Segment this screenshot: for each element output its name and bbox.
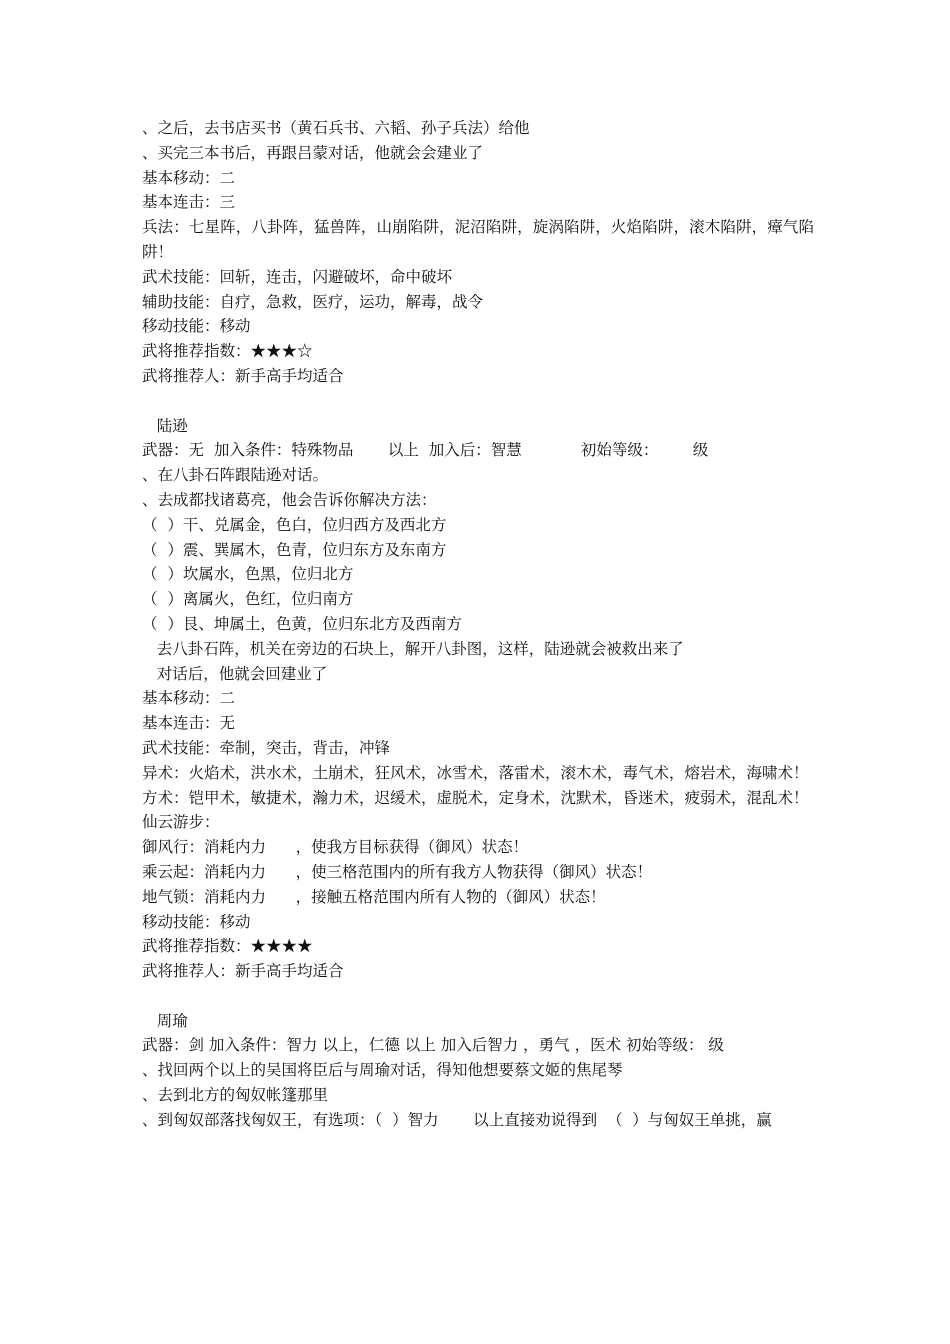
text-line: （ ）坎属水，色黑，位归北方 xyxy=(142,565,354,584)
text-line: 地气锁：消耗内力 ，接触五格范围内所有人物的（御风）状态！ xyxy=(142,887,606,906)
text-line: （ ）震、巽属木，色青，位归东方及东南方 xyxy=(142,540,447,559)
text-line: 乘云起：消耗内力 ，使三格范围内的所有我方人物获得（御风）状态！ xyxy=(142,862,653,881)
text-line: 基本移动：二 xyxy=(142,168,236,187)
text-line: 、买完三本书后，再跟吕蒙对话，他就会会建业了 xyxy=(142,143,484,162)
text-line: （ ）离属火，色红，位归南方 xyxy=(142,590,354,609)
text-line: 御风行：消耗内力 ，使我方目标获得（御风）状态！ xyxy=(142,838,529,857)
text-line: 基本移动：二 xyxy=(142,689,236,708)
text-line: （ ）干、兑属金，色白，位归西方及西北方 xyxy=(142,515,447,534)
text-line: 武器：无 加入条件：特殊物品 以上 加入后：智慧 初始等级： 级 xyxy=(142,441,709,460)
text-line: 移动技能：移动 xyxy=(142,912,251,931)
text-line: 武将推荐指数：★★★★ xyxy=(142,937,313,956)
text-line: 、找回两个以上的吴国将臣后与周瑜对话，得知他想要蔡文姬的焦尾琴 xyxy=(142,1061,623,1080)
text-line: 武将推荐人：新手高手均适合 xyxy=(142,366,344,385)
text-line: 基本连击：三 xyxy=(142,193,236,212)
text-line: 武器：剑 加入条件：智力 以上，仁德 以上 加入后智力 ，勇气 ，医术 初始等级： 级 xyxy=(142,1036,724,1055)
text-line: 异术：火焰术，洪水术，土崩术，狂风术，冰雪术，落雷术，滚木术，毒气术，熔岩术，海啸术！ xyxy=(142,763,809,782)
section-heading: 周瑜 xyxy=(142,1011,188,1030)
blank-line xyxy=(142,389,814,414)
text-line: 仙云游步： xyxy=(142,813,220,832)
text-line: 辅助技能：自疗，急救，医疗，运功，解毒，战令 xyxy=(142,292,484,311)
text-line: 去八卦石阵，机关在旁边的石块上，解开八卦图，这样，陆逊就会被救出来了 xyxy=(142,639,684,658)
text-line: 武术技能：回斩，连击，闪避破坏，命中破坏 xyxy=(142,267,453,286)
text-line: 兵法：七星阵，八卦阵，猛兽阵，山崩陷阱，泥沼陷阱，旋涡陷阱，火焰陷阱，滚木陷阱，瘴气陷阱！ xyxy=(142,218,814,261)
text-line: 、之后，去书店买书（黄石兵书、六韬、孙子兵法）给他 xyxy=(142,119,530,137)
text-line: 、去成都找诸葛亮，他会告诉你解决方法： xyxy=(142,490,437,509)
document-body xyxy=(142,116,814,1133)
text-line: （ ）艮、坤属土，色黄，位归东北方及西南方 xyxy=(142,614,462,633)
text-line: 方术：铠甲术，敏捷术，瀚力术，迟缓术，虚脱术，定身术，沈默术，昏迷术，疲弱术，混乱术！ xyxy=(142,788,809,807)
text-line: 、在八卦石阵跟陆逊对话。 xyxy=(142,466,329,485)
text-line: 、去到北方的匈奴帐篷那里 xyxy=(142,1086,329,1105)
text-line: 基本连击：无 xyxy=(142,714,236,733)
blank-line xyxy=(142,984,814,1009)
text-line: 武术技能：牵制，突击，背击，冲锋 xyxy=(142,738,391,757)
section-heading: 陆逊 xyxy=(142,416,188,435)
text-line: 移动技能：移动 xyxy=(142,317,251,336)
text-line: 武将推荐指数：★★★☆ xyxy=(142,342,313,361)
text-line: 对话后，他就会回建业了 xyxy=(142,664,328,683)
text-line: 、到匈奴部落找匈奴王，有选项：（ ）智力 以上直接劝说得到 （ ）与匈奴王单挑，赢 xyxy=(142,1110,772,1129)
text-line: 武将推荐人：新手高手均适合 xyxy=(142,962,344,981)
